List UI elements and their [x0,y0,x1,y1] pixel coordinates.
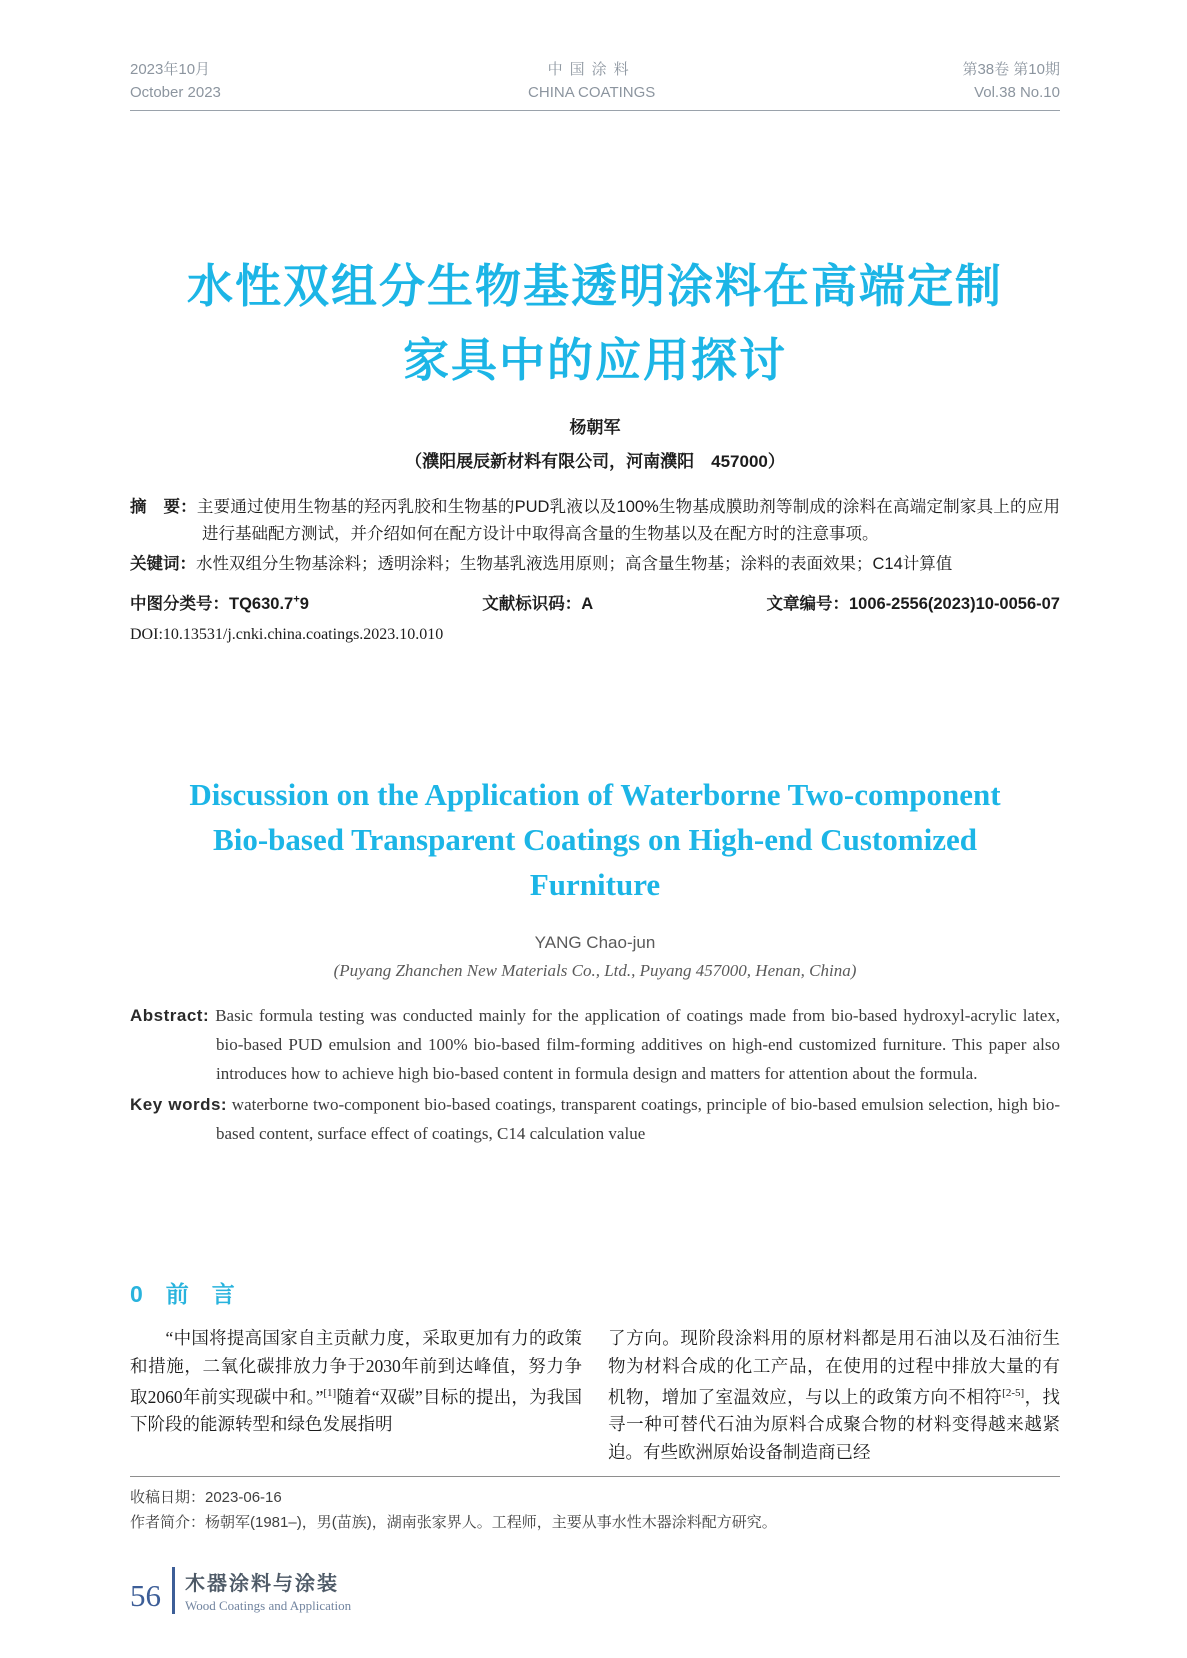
abstract-en-label: Abstract: [130,1006,210,1025]
author-affiliation-cn: （濮阳展辰新材料有限公司，河南濮阳 457000） [405,452,785,471]
body-column-left [130,1325,582,1466]
header-issue-cn: 第38卷 第10期 [962,61,1060,78]
intro-left-text: “中国将提高国家自主贡献力度，采取更加有力的政策和措施，二氧化碳排放力争于2030年前到达峰值，努力争取2060年前实现碳中和。” [130,1328,582,1407]
header-issue [962,58,1060,104]
article-title-cn-line2: 家具中的应用探讨 [403,334,787,386]
clc-number [130,590,309,614]
author-affiliation-en: (Puyang Zhanchen New Materials Co., Ltd., Puyang 457000, Henan, China) [333,961,857,980]
header-date [130,58,221,104]
author-name-cn: 杨朝军 [569,418,621,437]
footer-divider-bar [172,1567,175,1614]
intro-right-text-after-ref: ，找寻一种可替代石油为原料合成聚合物的材料变得越来越紧迫。有些欧洲原始设备制造商已经 [608,1386,1061,1462]
keywords-en-text: waterborne two-component bio-based coatings, transparent coatings, principle of bio-based emulsion selection, high bio-based content, surface effect of coatings, C14 calculation value [216,1095,1061,1143]
keywords-cn-label: 关键词： [130,555,196,573]
article-title-en-line1: Discussion on the Application of Waterborne Two-component [189,777,1001,812]
header-issue-en: Vol.38 No.10 [974,84,1060,101]
page-number: 56 [130,1578,161,1614]
abstract-en [130,1001,1060,1088]
body-column-right [608,1325,1060,1466]
keywords-en [130,1090,1060,1148]
intro-left-text-after-ref: 随着“双碳”目标的提出，为我国下阶段的能源转型和绿色发展指明 [130,1386,582,1435]
keywords-cn [130,551,1060,578]
footnotes [130,1485,1060,1535]
section-heading-introduction: 0 前 言 [130,1281,235,1307]
intro-right-text: 了方向。现阶段涂料用的原材料都是用石油以及石油衍生物为材料合成的化工产品，在使用的过程中排放大量的有机物，增加了室温效应，与以上的政策方向不相符 [608,1328,1060,1407]
footnote-divider [130,1476,1060,1477]
article-title-en-line2: Bio-based Transparent Coatings on High-end Customized [213,822,977,857]
keywords-cn-text: 水性双组分生物基涂料；透明涂料；生物基乳液选用原则；高含量生物基；涂料的表面效果；C14计算值 [196,555,953,573]
header-journal-en: CHINA COATINGS [528,84,656,101]
journal-header [130,58,1060,111]
clc-superscript: + [293,593,300,606]
header-journal-name [528,58,655,104]
header-date-cn: 2023年10月 [130,61,211,78]
page-footer [130,1567,1060,1614]
journal-page [0,58,1187,1658]
abstract-cn-label: 摘 要： [130,498,197,516]
clc-label: 中图分类号： [130,595,229,613]
keywords-en-label: Key words: [130,1095,228,1114]
abstract-cn [130,494,1060,548]
header-date-en: October 2023 [130,84,221,101]
received-date: 收稿日期：2023-06-16 [130,1489,282,1507]
abstract-cn-text: 主要通过使用生物基的羟丙乳胶和生物基的PUD乳液以及100%生物基成膜助剂等制成的涂料在高端定制家具上的应用进行基础配方测试，并介绍如何在配方设计中取得高含量的生物基以及在配方时的注意事项。 [196,498,1061,543]
article-title-en-line3: Furniture [529,867,661,902]
article-title-cn [130,249,1060,397]
citation-ref-2-5: [2-5] [1002,1387,1025,1399]
citation-ref-1: [1] [323,1387,337,1399]
footer-section-cn: 木器涂料与涂装 [185,1573,339,1596]
article-title-en [130,772,1060,907]
classification-row [130,590,1060,614]
document-code: 文献标识码：A [482,595,594,613]
article-id: 文章编号：1006-2556(2023)10-0056-07 [766,595,1060,613]
clc-value: TQ630.7 [229,595,294,613]
author-bio: 作者简介：杨朝军(1981–)，男(苗族)，湖南张家界人。工程师，主要从事水性木器涂料配方研究。 [130,1514,777,1532]
two-column-body [130,1325,1060,1466]
footer-section [185,1567,351,1614]
article-title-cn-line1: 水性双组分生物基透明涂料在高端定制 [187,260,1003,312]
footer-section-en: Wood Coatings and Application [185,1598,352,1614]
header-journal-cn: 中国涂料 [547,61,636,78]
abstract-en-text: Basic formula testing was conducted mainly for the application of coatings made from bio-based hydroxyl-acrylic latex, bio-based PUD emulsion and 100% bio-based film-forming additives on high-end customized furniture. This paper also introduces how to achieve high bio-based content in formula design and matters for attention about the formula. [215,1006,1060,1083]
doi: DOI:10.13531/j.cnki.china.coatings.2023.10.010 [130,626,444,643]
clc-tail: 9 [299,595,309,613]
author-name-en: YANG Chao-jun [534,933,656,952]
page-content [0,58,1187,1614]
